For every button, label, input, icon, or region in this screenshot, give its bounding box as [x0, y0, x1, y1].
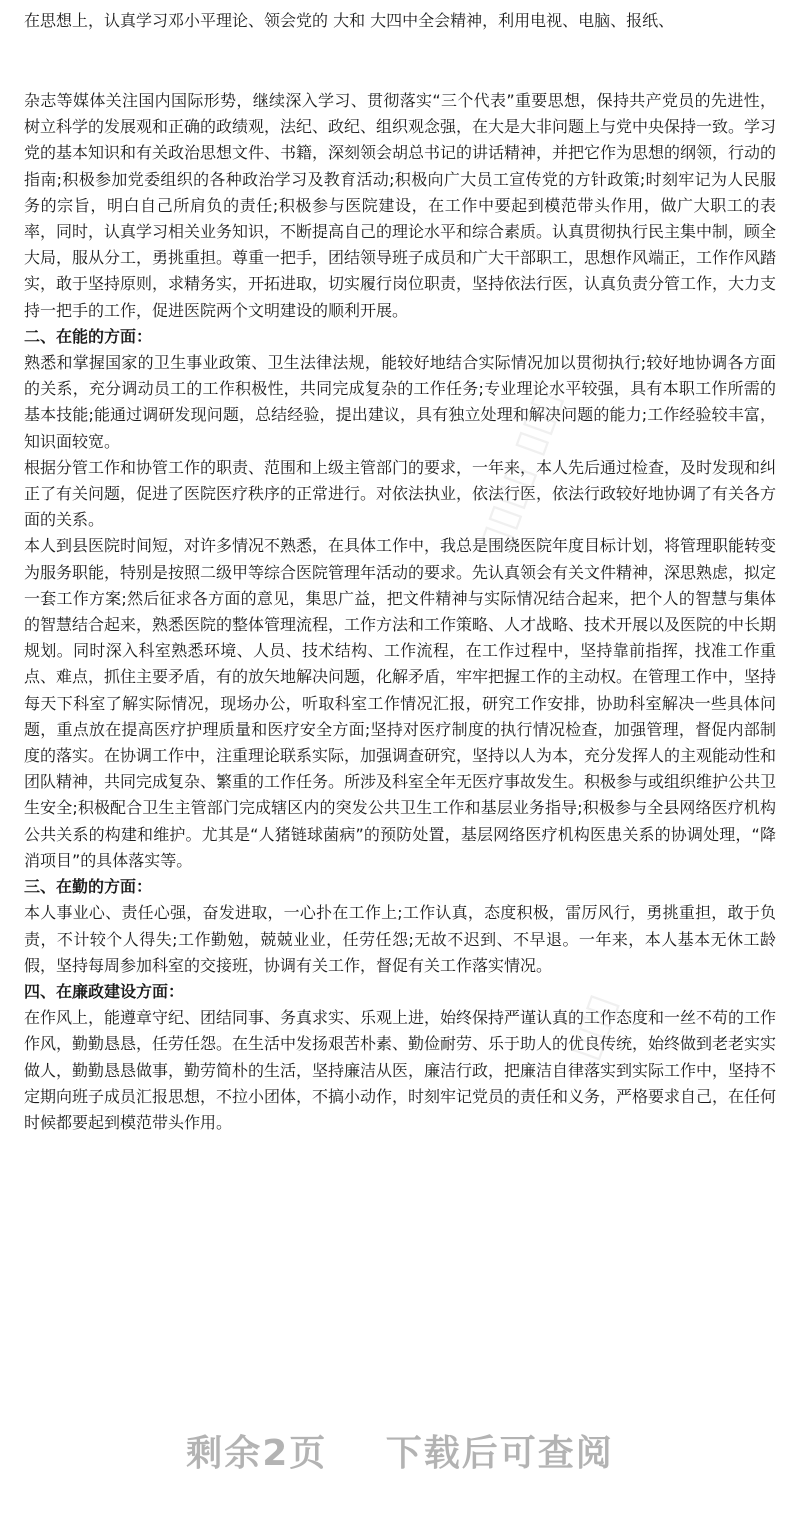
paragraph: 熟悉和掌握国家的卫生事业政策、卫生法律法规，能较好地结合实际情况加以贯彻执行;较好地协调各方面的关系，充分调动员工的工作积极性，共同完成复杂的工作任务;专业理论水平较强，具有本职工作所需的基本技能;能通过调研发现问题，总结经验，提出建议，具有独立处理和解决问题的能力;工作经验较丰富，知识面较宽。	[24, 353, 776, 451]
document-body	[24, 88, 776, 1136]
section-heading: 二、在能的方面：	[24, 326, 153, 346]
paragraph: 本人到县医院时间短，对许多情况不熟悉，在具体工作中，我总是围绕医院年度目标计划，将管理职能转变为服务职能，特别是按照二级甲等综合医院管理年活动的要求。先认真领会有关文件精神，深思熟虑，拟定一套工作方案;然后征求各方面的意见，集思广益，把文件精神与实际情况结合起来，把个人的智慧与集体的智慧结合起来，熟悉医院的整体管理流程，工作方法和工作策略、人才战略、技术开展以及医院的中长期规划。同时深入科室熟悉环境、人员、技术结构、工作流程，在工作过程中，坚持靠前指挥，找准工作重点、难点，抓住主要矛盾，有的放矢地解决问题，化解矛盾，牢牢把握工作的主动权。在管理工作中，坚持每天下科室了解实际情况，现场办公，听取科室工作情况汇报，研究工作安排，协助科室解决一些具体问题，重点放在提高医疗护理质量和医疗安全方面;坚持对医疗制度的执行情况检查，加强管理，督促内部制度的落实。在协调工作中，注重理论联系实际，加强调查研究，坚持以人为本，充分发挥人的主观能动性和团队精神，共同完成复杂、繁重的工作任务。所涉及科室全年无医疗事故发生。积极参与或组织维护公共卫生安全;积极配合卫生主管部门完成辖区内的突发公共卫生工作和基层业务指导;积极参与全县网络医疗机构公共关系的构建和维护。尤其是“人猪链球菌病”的预防处置，基层网络医疗机构医患关系的协调处理，“降消项目”的具体落实等。	[24, 536, 777, 870]
download-label: 下载后可查阅	[385, 1433, 614, 1474]
first-line: 在思想上，认真学习邓小平理论、领会党的 大和 大四中全会精神，利用电视、电脑、报纸、	[24, 11, 675, 30]
paragraph: 根据分管工作和协管工作的职责、范围和上级主管部门的要求，一年来，本人先后通过检查，及时发现和纠正了有关问题，促进了医院医疗秩序的正常进行。对依法执业，依法行医，依法行政较好地协调了有关各方面的关系。	[24, 457, 777, 530]
paragraph: 杂志等媒体关注国内国际形势，继续深入学习、贯彻落实“三个代表”重要思想，保持共产党员的先进性，树立科学的发展观和正确的政绩观，法纪、政纪、组织观念强，在大是大非问题上与党中央保持一致。学习党的基本知识和有关政治思想文件、书籍，深刻领会胡总书记的讲话精神，并把它作为思想的纲领，行动的指南;积极参加党委组织的各种政治学习及教育活动;积极向广大员工宣传党的方针政策;时刻牢记为人民服务的宗旨，明白自己所肩负的责任;积极参与医院建设，在工作中要起到模范带头作用，做广大职工的表率，同时，认真学习相关业务知识，不断提高自己的理论水平和综合素质。认真贯彻执行民主集中制，顾全大局，服从分工，勇挑重担。尊重一把手，团结领导班子成员和广大干部职工，思想作风端正，工作作风踏实，敢于坚持原则，求精务实，开拓进取，切实履行岗位职责，坚持依法行医，认真负责分管工作，大力支持一把手的工作，促进医院两个文明建设的顺利开展。	[24, 91, 777, 320]
paragraph: 在作风上，能遵章守纪、团结同事、务真求实、乐观上进，始终保持严谨认真的工作态度和一丝不苟的工作作风，勤勤恳恳，任劳任怨。在生活中发扬艰苦朴素、勤俭耐劳、乐于助人的优良传统，始终做到老老实实做人，勤勤恳恳做事，勤劳简朴的生活，坚持廉洁从医，廉洁行政，把廉洁自律落实到实际工作中，坚持不定期向班子成员汇报思想，不拉小团体，不搞小动作，时刻牢记党员的责任和义务，严格要求自己，在任何时候都要起到模范带头作用。	[24, 1008, 777, 1132]
section-heading: 三、在勤的方面：	[24, 877, 153, 897]
remaining-pages-label: 剩余2页	[186, 1433, 328, 1474]
paragraph: 本人事业心、责任心强，奋发进取，一心扑在工作上;工作认真，态度积极，雷厉风行，勇挑重担，敢于负责，不计较个人得失;工作勤勉，兢兢业业，任劳任怨;无故不迟到、不早退。一年来，本人基本无休工龄假，坚持每周参加科室的交接班，协调有关工作，督促有关工作落实情况。	[24, 903, 776, 975]
download-prompt[interactable]	[0, 1425, 800, 1476]
watermark: ▯▯▯▯ ▯▯▯	[470, 383, 571, 556]
section-heading: 四、在廉政建设方面：	[24, 981, 185, 1001]
watermark: ▯▯▯	[560, 987, 626, 1066]
